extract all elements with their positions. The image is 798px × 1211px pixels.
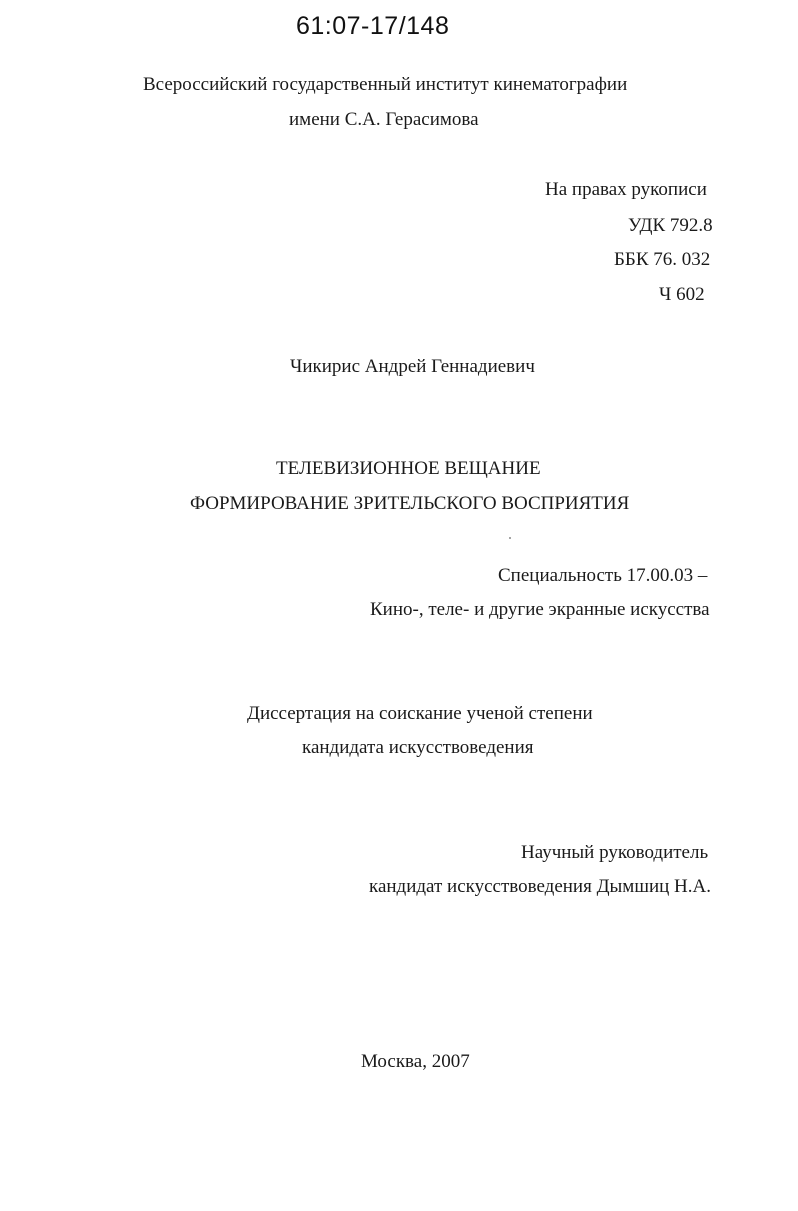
manuscript-rights: На правах рукописи xyxy=(545,179,707,200)
specialty-line-1: Специальность 17.00.03 – xyxy=(498,565,708,586)
author-mark-code: Ч 602 xyxy=(659,284,705,305)
supervisor-line-1: Научный руководитель xyxy=(521,842,709,863)
degree-line-1: Диссертация на соискание ученой степени xyxy=(247,703,593,724)
archive-stamp: 61:07-17/148 xyxy=(296,12,450,40)
degree-line-2: кандидата искусствоведения xyxy=(302,737,534,758)
bbk-code: ББК 76. 032 xyxy=(614,249,711,270)
author-name: Чикирис Андрей Геннадиевич xyxy=(290,356,535,377)
title-line-2: ФОРМИРОВАНИЕ ЗРИТЕЛЬСКОГО ВОСПРИЯТИЯ xyxy=(190,493,630,514)
place-year: Москва, 2007 xyxy=(361,1051,470,1072)
institution-line-2: имени С.А. Герасимова xyxy=(289,109,479,130)
institution-line-1: Всероссийский государственный институт кинематографии xyxy=(143,74,628,95)
title-line-1: ТЕЛЕВИЗИОННОЕ ВЕЩАНИЕ xyxy=(276,458,541,479)
udk-code: УДК 792.8 xyxy=(628,215,713,236)
specialty-line-2: Кино-, теле- и другие экранные искусства xyxy=(370,599,710,620)
supervisor-line-2: кандидат искусствоведения Дымшиц Н.А. xyxy=(369,876,711,897)
scan-speck xyxy=(509,537,511,539)
